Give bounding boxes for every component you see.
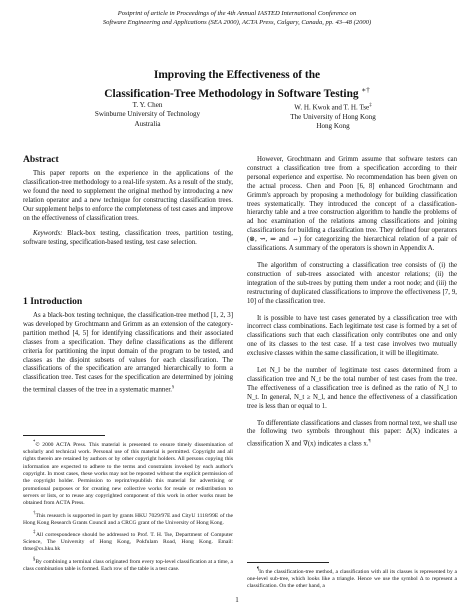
- footnote-correspondence: All correspondence should be addressed to Prof. T. H. Tse, Department of Computer Science, The University of Hong Kong, Pokfulam Road, Hong Kong. Email: thtse@cs.hku.hk: [23, 531, 233, 553]
- postprint-notice: [40, 10, 434, 27]
- footnote-copyright: © 2000 ACTA Press. This material is presented to ensure timely dissemination of scholarly and technical work. Personal use of this material is permitted. Copyright and all rights therein are retained by authors or by other copyright holders. All persons copying this information are expected to adhere to the terms and constraints invoked by each author's copyright. In most cases, these works may not be reposted without the explicit permission of the copyright holder. Permission to reprint/republish this material for advertising or promotional purposes or for creating new collective works for resale or redistribution to servers or lists, or to reuse any copyrighted component of this work in other works must be obtained from ACTA Press.: [23, 441, 233, 507]
- footnote-mark: †: [33, 510, 36, 516]
- author-name: W. H. Kwok and T. H. Tse: [294, 103, 370, 112]
- footnote-classification-symbol: In the classification-tree method, a classification with all its classes is represented by a one-level sub-tree, which looks like a triangle. Hence we use the symbol Δ to represent a classification. On the other hand, a: [247, 568, 457, 590]
- abstract-body: [23, 170, 233, 248]
- footnote-mark: §: [33, 556, 36, 562]
- introduction-body: [23, 312, 233, 395]
- title-line-1: Improving the Effectiveness of the: [153, 69, 321, 81]
- footnote-ref-mark: ¶: [368, 438, 371, 444]
- abstract-heading: Abstract: [23, 154, 59, 165]
- footnote-mark: *: [33, 440, 36, 445]
- paragraph-grochtmann: However, Grochtmann and Grimm assume that software testers can construct a classification tree from a specification according to their personal experience and expertise. No recommendation has been given on the actual process. Chen and Poon [6, 8] enhanced Grochtmann and Grimm's approach by proposing a methodology for building classification trees systematically. They introduced the concept of a classification-hierarchy table and a tree construction algorithm to handle the problems of ad hoc examination of the relations among classifications and joining classifications for building a classification tree. They defined four operators (⊗, ⇝, ⇒ and ⇔) for categorizing the hierarchical relation of a pair of classifications. A summary of the operators is shown in Appendix A.: [247, 156, 457, 253]
- footnote-grant: This research is supported in part by grants HKU 7029/97E and CityU 1118/99E of the Hong Kong Research Grants Council and a CRCG grant of the University of Hong Kong.: [23, 512, 233, 526]
- author-block-1: [60, 101, 235, 129]
- footnotes-left: [23, 439, 233, 573]
- author-affiliation: The University of Hong Kong: [290, 112, 376, 121]
- footnote-mark: ‡: [33, 529, 37, 535]
- introduction-heading: 1 Introduction: [23, 296, 83, 307]
- title-footnote-mark: ∗†: [361, 85, 370, 94]
- author-location: Australia: [134, 119, 161, 128]
- keywords-text: Black-box testing, classification trees, partition testing, software testing, specification-based testing, test case selection.: [23, 230, 233, 247]
- title-line-2: Classification-Tree Methodology in Software Testing: [104, 87, 359, 100]
- abstract-text: This paper reports on the experience in the applications of the classification-tree methodology to a real-life system. As a result of the study, we found the need to supplement the original method by introducing a new relation operator and a new technique for constructing classification trees. Our supplement helps to enforce the completeness of test cases and improve on the effectiveness of classification trees.: [23, 170, 233, 222]
- postprint-line-1: Postprint of article in Proceedings of the 4th Annual IASTED International Conference on: [117, 10, 357, 17]
- footnote-mark: ¶: [257, 567, 260, 572]
- paper-title: [20, 68, 454, 101]
- postprint-line-2: Software Engineering and Applications (SEA 2000), ACTA Press, Calgary, Canada, pp. 43–48 (2000): [102, 18, 372, 26]
- author-block-2: [248, 101, 418, 132]
- footnotes-right: [247, 566, 457, 591]
- page-number: 1: [235, 596, 239, 604]
- footnote-rule-left: [23, 435, 105, 436]
- author-location: Hong Kong: [316, 122, 350, 131]
- author-name: T. Y. Chen: [132, 101, 163, 109]
- keywords-label: Keywords:: [33, 230, 63, 238]
- paragraph-symbols: To differentiate classifications and classes from normal text, we shall use the following two symbols throughout this paper: Δ(X) indicates a classification X and ∇(x) indicates a class x.: [247, 419, 457, 448]
- footnote-class-combination: By combining a terminal class originated from every top-level classification at a time, a class combination table is formed. Each row of the table is a test case.: [23, 558, 233, 572]
- author-footnote-mark: ‡: [369, 103, 372, 108]
- footnote-rule-right: [247, 562, 329, 563]
- introduction-paragraph-1: As a black-box testing technique, the classification-tree method [1, 2, 3] was developed by Grochtmann and Grimm as an extension of the category-partition method [4, 5] for identifying classifications and their associated classes from a specification. They define classifications as the different criteria for partitioning the input domain of the program to be tested, and classes as the disjoint subsets of values for each classification. The classifications of the specification are arranged hierarchically to form a classification tree. Test cases for the specification are determined by joining the terminal classes of the tree in a systematic manner.: [23, 312, 233, 394]
- paragraph-effectiveness: Let N_l be the number of legitimate test cases determined from a classification tree and N_t be the total number of test cases from the tree. The effectiveness of a classification tree is defined as the ratio of N_l to N_t. In general, N_t ≥ N_l, and hence the effectiveness of a classification tree is less than or equal to 1.: [247, 367, 457, 410]
- footnote-ref-mark: §: [172, 384, 175, 390]
- paragraph-legitimate: It is possible to have test cases generated by a classification tree with incorrect class combinations. Each legitimate test case is formed by a set of classifications such that each classification only contributes one and only one of its classes to the test case. If a test case involves two mutually exclusive classes within the same classification, it will be illegitimate.: [247, 314, 457, 358]
- right-column-body: [247, 156, 457, 450]
- keywords-paragraph: [23, 230, 233, 248]
- paragraph-algorithm: The algorithm of constructing a classification tree consists of (i) the construction of sub-trees associated with ancestor relations; (ii) the integration of the sub-trees by putting them under a root node; and (iii) the restructuring of duplicated classifications to improve the effectiveness [7, 9, 10] of the classification tree.: [247, 261, 457, 305]
- author-affiliation: Swinburne University of Technology: [94, 110, 201, 119]
